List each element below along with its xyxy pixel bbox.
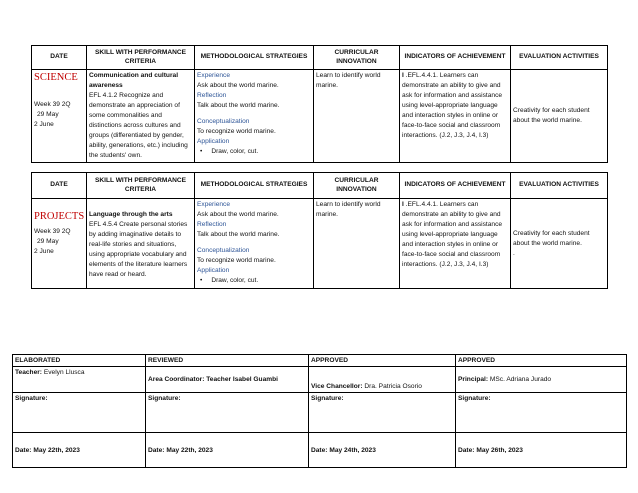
vice-name: Dra. Patricia Osorio [362, 383, 422, 390]
skill-text: EFL 4.5.4 Create personal stories by adding imaginative details to real-life stories and situations, using appropriate vocabulary and elements of the literature learners have read or heard. [89, 221, 188, 278]
header-elaborated: ELABORATED [13, 355, 146, 367]
header-methodological-strategies: METHODOLOGICAL STRATEGIES [195, 46, 314, 70]
subject-title: PROJECTS [34, 211, 85, 222]
conceptualization-label: Conceptualization [197, 118, 250, 125]
evaluation-cell [511, 70, 608, 163]
header-curricular-innovation: CURRICULAR INNOVATION [314, 46, 400, 70]
area-coordinator: Area Coordinator: Teacher Isabel Guambi [148, 376, 278, 383]
date-start: 29 May [37, 111, 59, 118]
skill-title: Communication and cultural awareness [89, 72, 179, 89]
reflection-text: Talk about the world marine. [197, 102, 280, 109]
header-date: DATE [32, 173, 87, 199]
lesson-table-projects [31, 172, 608, 289]
evaluation-cell [511, 199, 608, 289]
header-evaluation: EVALUATION ACTIVITIES [511, 173, 608, 199]
date-field-2 [146, 433, 309, 468]
signature-field-2: Signature: [146, 393, 309, 433]
header-skill: SKILL WITH PERFORMANCE CRITERIA [87, 46, 195, 70]
week-label: Week 39 2Q [34, 101, 71, 108]
curricular-cell [314, 199, 400, 289]
application-text: • Draw, color, cut. [197, 147, 311, 157]
curricular-text: Learn to identify world marine. [316, 72, 381, 89]
teacher-name: Evelyn Llusca [42, 369, 85, 376]
principal-label: Principal: [458, 376, 489, 383]
header-curricular-innovation: CURRICULAR INNOVATION [314, 173, 400, 199]
header-approved-principal: APPROVED [456, 355, 627, 367]
header-methodological-strategies: METHODOLOGICAL STRATEGIES [195, 173, 314, 199]
evaluation-text: Creativity for each student about the world marine. [513, 107, 590, 124]
date-label: Date: [311, 446, 328, 454]
header-indicators: INDICATORS OF ACHIEVEMENT [400, 173, 511, 199]
indicator-code: I [402, 201, 404, 208]
skill-cell [87, 70, 195, 163]
conceptualization-label: Conceptualization [197, 247, 250, 254]
date-field-1 [13, 433, 146, 468]
date-end: 2 June [34, 121, 54, 128]
principal-name: MSc. Adriana Jurado [488, 376, 552, 383]
indicator-cell [400, 199, 511, 289]
principal-cell [456, 367, 627, 393]
date-field-3 [309, 433, 456, 468]
experience-label: Experience [197, 201, 230, 208]
experience-text: Ask about the world marine. [197, 82, 279, 89]
signature-field-1: Signature: [13, 393, 146, 433]
indicator-text: .EFL.4.4.1. Learners can demonstrate an ability to give and ask for information and assistance using level-appropriate language and interaction styles in online or face-to-face social and classroom interactions. (J.2, J.3, J.4, I.3) [402, 72, 503, 139]
application-text: • Draw, color, cut. [197, 276, 311, 286]
teacher-label: Teacher: [15, 369, 42, 376]
date-value: May 22th, 2023 [164, 446, 213, 454]
date-cell [32, 199, 87, 289]
reflection-label: Reflection [197, 221, 227, 228]
date-field-4 [456, 433, 627, 468]
week-label: Week 39 2Q [34, 228, 71, 235]
application-label: Application [197, 138, 230, 145]
date-label: Date: [458, 446, 475, 454]
teacher-cell [13, 367, 146, 393]
indicator-text: .EFL.4.4.1. Learners can demonstrate an ability to give and ask for information and assistance using level-appropriate language and interaction styles in online or face-to-face social and classroom interactions. (J.2, J.3, J.4, I.3) [402, 201, 503, 268]
reflection-text: Talk about the world marine. [197, 231, 280, 238]
curricular-text: Learn to identify world marine. [316, 201, 381, 218]
evaluation-extra: . [513, 249, 515, 257]
date-value: May 22th, 2023 [31, 446, 80, 454]
experience-label: Experience [197, 72, 230, 79]
date-start: 29 May [37, 238, 59, 245]
experience-text: Ask about the world marine. [197, 211, 279, 218]
vice-label: Vice Chancellor: [311, 383, 363, 390]
conceptualization-text: To recognize world marine. [197, 257, 276, 264]
header-skill: SKILL WITH PERFORMANCE CRITERIA [87, 173, 195, 199]
methodology-cell [195, 199, 314, 289]
curricular-cell [314, 70, 400, 163]
signature-table [12, 354, 627, 468]
date-label: Date: [15, 446, 32, 454]
date-value: May 26th, 2023 [474, 446, 523, 454]
subject-title: SCIENCE [34, 72, 78, 83]
indicator-code: I [402, 72, 404, 79]
evaluation-text: Creativity for each student about the world marine. [513, 229, 590, 247]
skill-title: Language through the arts [89, 211, 173, 218]
coordinator-cell [146, 367, 309, 393]
date-cell [32, 70, 87, 163]
header-evaluation: EVALUATION ACTIVITIES [511, 46, 608, 70]
methodology-cell [195, 70, 314, 163]
signature-field-4: Signature: [456, 393, 627, 433]
date-label: Date: [148, 446, 165, 454]
header-reviewed: REVIEWED [146, 355, 309, 367]
conceptualization-text: To recognize world marine. [197, 128, 276, 135]
lesson-table-science [31, 45, 608, 163]
reflection-label: Reflection [197, 92, 227, 99]
application-label: Application [197, 267, 230, 274]
indicator-cell [400, 70, 511, 163]
date-end: 2 June [34, 248, 54, 255]
date-value: May 24th, 2023 [327, 446, 376, 454]
skill-cell [87, 199, 195, 289]
signature-field-3: Signature: [309, 393, 456, 433]
header-approved-vice: APPROVED [309, 355, 456, 367]
vice-cell [309, 367, 456, 393]
skill-text: EFL 4.1.2 Recognize and demonstrate an appreciation of some commonalities and distinctions across cultures and groups (differentiated by gender, ability, generations, etc.) including the students' own. [89, 92, 188, 159]
header-date: DATE [32, 46, 87, 70]
header-indicators: INDICATORS OF ACHIEVEMENT [400, 46, 511, 70]
